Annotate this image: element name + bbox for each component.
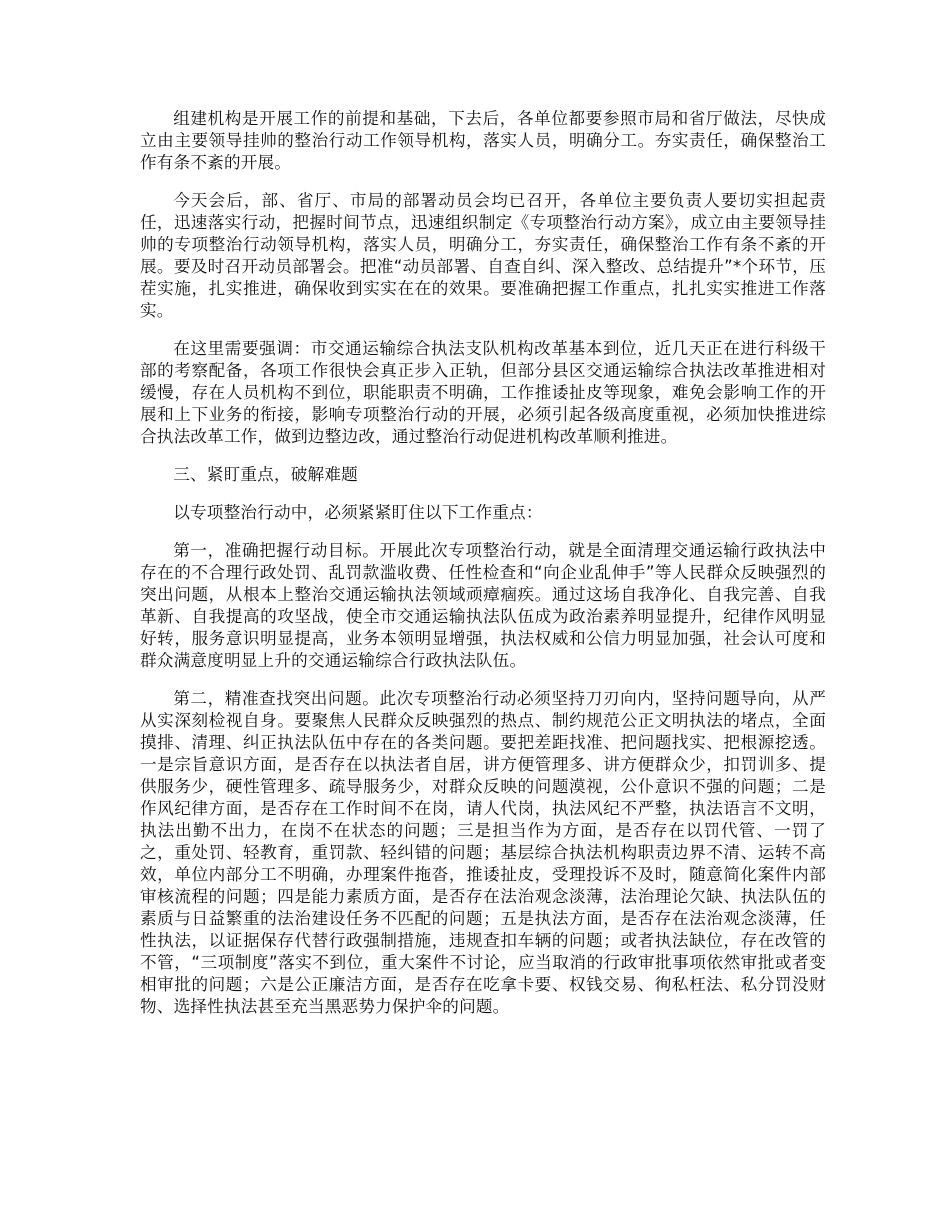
paragraph-second-problems: 第二，精准查找突出问题。此次专项整治行动必须坚持刀刃向内，坚持问题导向，从严从实深刻检视自身。要聚焦人民群众反映强烈的热点、制约规范公正文明执法的堵点，全面摸排、清理、纠正执法队伍中存在的各类问题。要把差距找准、把问题找实、把根源挖透。一是宗旨意识方面，是否存在以执法者自居，讲方便管理多、讲方便群众少，扣罚训多、提供服务少，硬性管理多、疏导服务少，对群众反映的问题漠视，公仆意识不强的问题；二是作风纪律方面，是否存在工作时间不在岗，请人代岗，执法风纪不严整，执法语言不文明，执法出勤不出力，在岗不在状态的问题；三是担当作为方面，是否存在以罚代管、一罚了之，重处罚、轻教育，重罚款、轻纠错的问题；基层综合执法机构职责边界不清、运转不高效，单位内部分工不明确，办理案件拖沓，推诿扯皮，受理投诉不及时，随意简化案件内部审核流程的问题；四是能力素质方面，是否存在法治观念淡薄，法治理论欠缺、执法队伍的素质与日益繁重的法治建设任务不匹配的问题；五是执法方面，是否存在法治观念淡薄，任性执法，以证据保存代替行政强制措施，违规查扣车辆的问题；或者执法缺位，存在改管的不管，“三项制度”落实不到位，重大案件不讨论，应当取消的行政审批事项依然审批或者变相审批的问题；六是公正廉洁方面，是否存在吃拿卡要、权钱交易、徇私枉法、私分罚没财物、选择性执法甚至充当黑恶势力保护伞的问题。 [140,689,826,1016]
paragraph-emphasis: 在这里需要强调：市交通运输综合执法支队机构改革基本到位，近几天正在进行科级干部的考察配备，各项工作很快会真正步入正轨，但部分县区交通运输综合执法改革推进相对缓慢，存在人员机构不到位，职能职责不明确，工作推诿扯皮等现象，难免会影响工作的开展和上下业务的衔接，影响专项整治行动的开展，必须引起各级高度重视，必须加快推进综合执法改革工作，做到边整边改，通过整治行动促进机构改革顺利推进。 [140,339,826,446]
section-heading-focus: 三、紧盯重点，破解难题 [173,465,358,484]
paragraph-establish-organization: 组建机构是开展工作的前提和基础，下去后，各单位都要参照市局和省厅做法，尽快成立由主要领导挂帅的整治行动工作领导机构，落实人员，明确分工。夯实责任，确保整治工作有条不紊的开展。 [140,109,826,172]
document-body [140,108,826,1018]
paragraph-focus-intro: 以专项整治行动中，必须紧紧盯住以下工作重点： [173,503,543,522]
paragraph-mobilization: 今天会后，部、省厅、市局的部署动员会均已召开，各单位主要负责人要切实担起责任，迅速落实行动，把握时间节点，迅速组织制定《专项整治行动方案》，成立由主要领导挂帅的专项整治行动领导机构，落实人员，明确分工，夯实责任，确保整治工作有条不紊的开展。要及时召开动员部署会。把准“动员部署、自查自纠、深入整改、总结提升”*个环节，压茬实施，扎实推进，确保收到实实在在的效果。要准确把握工作重点，扎扎实实推进工作落实。 [140,191,826,320]
paragraph-first-goal: 第一，准确把握行动目标。开展此次专项整治行动，就是全面清理交通运输行政执法中存在的不合理行政处罚、乱罚款滥收费、任性检查和“向企业乱伸手”等人民群众反映强烈的突出问题，从根本上整治交通运输执法领域顽瘴痼疾。通过这场自我净化、自我完善、自我革新、自我提高的攻坚战，使全市交通运输执法队伍成为政治素养明显提升，纪律作风明显好转，服务意识明显提高，业务本领明显增强，执法权威和公信力明显加强，社会认可度和群众满意度明显上升的交通运输综合行政执法队伍。 [140,541,826,670]
